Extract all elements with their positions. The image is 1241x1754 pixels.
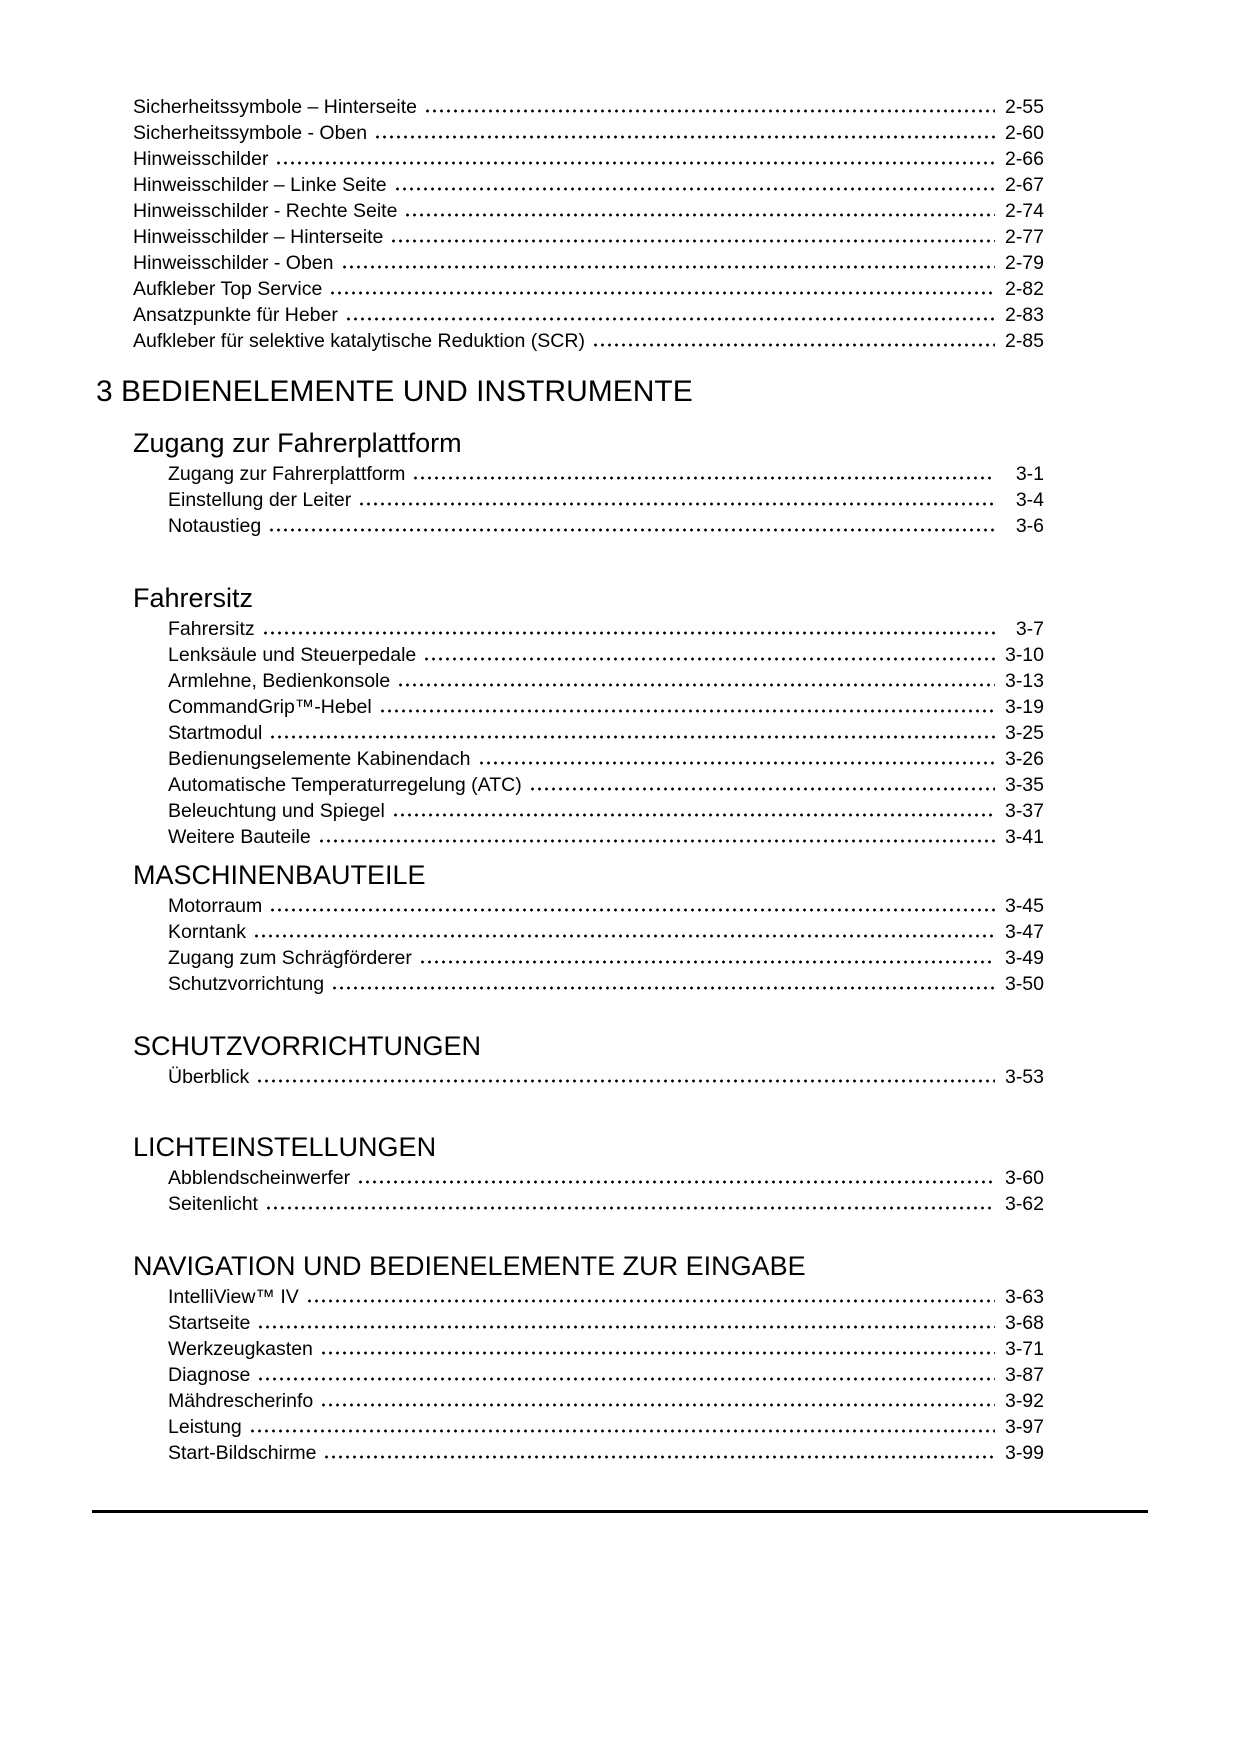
toc-entry-label: Ansatzpunkte für Heber	[133, 304, 338, 326]
toc-entry-label: Hinweisschilder – Linke Seite	[133, 174, 387, 196]
toc-entry[interactable]	[168, 461, 1044, 487]
chapter-sections	[96, 428, 1044, 1466]
toc-entry-label: Aufkleber Top Service	[133, 278, 323, 300]
section-entries	[168, 893, 1044, 997]
toc-entry[interactable]	[168, 1064, 1044, 1090]
section-heading: MASCHINENBAUTEILE	[133, 860, 426, 890]
toc-entry[interactable]	[168, 513, 1044, 539]
toc-entry[interactable]	[168, 1284, 1044, 1310]
section-heading: NAVIGATION UND BEDIENELEMENTE ZUR EINGABE	[133, 1251, 806, 1281]
dot-leader	[339, 250, 996, 276]
toc-entry-page: 2-85	[1004, 330, 1044, 352]
toc-entry[interactable]	[168, 642, 1044, 668]
toc-entry[interactable]	[133, 172, 1044, 198]
dot-leader	[590, 328, 995, 354]
dot-leader	[377, 694, 995, 720]
dot-leader	[266, 513, 995, 539]
dot-leader	[247, 1414, 995, 1440]
toc-entry-label: Seitenlicht	[168, 1193, 258, 1215]
toc-entry-page: 2-82	[1004, 278, 1044, 300]
dot-leader	[273, 146, 995, 172]
section-entries	[168, 1284, 1044, 1466]
section-heading: Fahrersitz	[133, 583, 254, 613]
toc-entry-page: 3-63	[1004, 1286, 1044, 1308]
dot-leader	[372, 120, 995, 146]
toc-entry-label: Sicherheitssymbole – Hinterseite	[133, 96, 417, 118]
toc-entry-label: Hinweisschilder - Rechte Seite	[133, 200, 398, 222]
toc-entry-label: Diagnose	[168, 1364, 251, 1386]
toc-entry[interactable]	[133, 328, 1044, 354]
toc-entry-page: 3-45	[1004, 895, 1044, 917]
toc-entry-label: Abblendscheinwerfer	[168, 1167, 351, 1189]
dot-leader	[343, 302, 995, 328]
toc-entry-label: Schutzvorrichtung	[168, 973, 325, 995]
toc-section	[133, 1031, 1044, 1090]
toc-entry[interactable]	[168, 1165, 1044, 1191]
section-heading: LICHTEINSTELLUNGEN	[133, 1132, 437, 1162]
dot-leader	[251, 919, 995, 945]
toc-entry-page: 3-53	[1004, 1066, 1044, 1088]
dot-leader	[392, 172, 995, 198]
toc-entry-page: 3-62	[1004, 1193, 1044, 1215]
toc-entry-page: 3-35	[1004, 774, 1044, 796]
toc-entry[interactable]	[168, 487, 1044, 513]
toc-entry-label: Lenksäule und Steuerpedale	[168, 644, 417, 666]
toc-entry[interactable]	[168, 798, 1044, 824]
toc-entry[interactable]	[168, 1440, 1044, 1466]
toc-entry-label: Notaustieg	[168, 515, 262, 537]
toc-entry-label: Hinweisschilder	[133, 148, 269, 170]
toc-entry-label: IntelliView™ IV	[168, 1286, 299, 1308]
toc-entry-page: 3-68	[1004, 1312, 1044, 1334]
toc-entry-page: 3-41	[1004, 826, 1044, 848]
toc-entry-page: 2-77	[1004, 226, 1044, 248]
section-entries	[168, 616, 1044, 850]
toc-entry[interactable]	[168, 919, 1044, 945]
toc-entry-page: 2-67	[1004, 174, 1044, 196]
toc-entry-page: 3-87	[1004, 1364, 1044, 1386]
toc-entry-label: Startmodul	[168, 722, 263, 744]
toc-entry[interactable]	[168, 971, 1044, 997]
toc-entry-page: 3-13	[1004, 670, 1044, 692]
dot-leader	[321, 1440, 995, 1466]
dot-leader	[260, 616, 995, 642]
toc-entry-label: Startseite	[168, 1312, 251, 1334]
dot-leader	[316, 824, 995, 850]
toc-entry-label: Bedienungselemente Kabinendach	[168, 748, 471, 770]
toc-entry[interactable]	[168, 668, 1044, 694]
toc-entry-label: Werkzeugkasten	[168, 1338, 313, 1360]
toc-entry[interactable]	[168, 1310, 1044, 1336]
dot-leader	[329, 971, 995, 997]
footer-rule	[92, 1510, 1148, 1513]
dot-leader	[422, 94, 995, 120]
toc-entry[interactable]	[168, 616, 1044, 642]
toc-entry[interactable]	[168, 945, 1044, 971]
toc-entry-page: 3-60	[1004, 1167, 1044, 1189]
toc-entry-page: 3-26	[1004, 748, 1044, 770]
toc-entry-page: 2-66	[1004, 148, 1044, 170]
toc-entry[interactable]	[168, 824, 1044, 850]
toc-entry[interactable]	[168, 1414, 1044, 1440]
toc-entry-label: Überblick	[168, 1066, 250, 1088]
dot-leader	[355, 1165, 995, 1191]
dot-leader	[263, 1191, 995, 1217]
toc-entry-page: 3-6	[1015, 515, 1044, 537]
dot-leader	[254, 1064, 995, 1090]
chapter-heading: 3 BEDIENELEMENTE UND INSTRUMENTE	[96, 375, 693, 408]
toc-entry-label: CommandGrip™-Hebel	[168, 696, 372, 718]
section-entries	[168, 1165, 1044, 1217]
toc-entry-label: Aufkleber für selektive katalytische Reduktion (SCR)	[133, 330, 585, 352]
toc-entry-label: Motorraum	[168, 895, 263, 917]
toc-entry-label: Hinweisschilder – Hinterseite	[133, 226, 384, 248]
toc-entry-page: 3-1	[1015, 463, 1044, 485]
section-entries	[168, 1064, 1044, 1090]
dot-leader	[318, 1388, 995, 1414]
toc-entry[interactable]	[168, 1336, 1044, 1362]
toc-entry-page: 3-4	[1015, 489, 1044, 511]
toc-entry[interactable]	[133, 94, 1044, 120]
toc-entry-page: 3-97	[1004, 1416, 1044, 1438]
dot-leader	[267, 720, 995, 746]
toc-entry[interactable]	[168, 772, 1044, 798]
toc-entry-label: Armlehne, Bedienkonsole	[168, 670, 391, 692]
dot-leader	[327, 276, 995, 302]
toc-entry[interactable]	[133, 250, 1044, 276]
toc-entry-page: 3-71	[1004, 1338, 1044, 1360]
toc-continued-list	[133, 94, 1044, 354]
toc-entry-label: Automatische Temperaturregelung (ATC)	[168, 774, 522, 796]
toc-entry[interactable]	[168, 694, 1044, 720]
toc-section	[133, 583, 1044, 850]
toc-entry-page: 3-47	[1004, 921, 1044, 943]
toc-entry[interactable]	[133, 302, 1044, 328]
dot-leader	[255, 1362, 995, 1388]
dot-leader	[421, 642, 995, 668]
toc-entry[interactable]	[168, 893, 1044, 919]
toc-entry[interactable]	[168, 746, 1044, 772]
dot-leader	[267, 893, 995, 919]
toc-entry-page: 3-49	[1004, 947, 1044, 969]
toc-entry[interactable]	[133, 224, 1044, 250]
dot-leader	[527, 772, 995, 798]
section-heading: Zugang zur Fahrerplattform	[133, 428, 462, 458]
toc-entry[interactable]	[168, 720, 1044, 746]
dot-leader	[356, 487, 995, 513]
section-heading: SCHUTZVORRICHTUNGEN	[133, 1031, 481, 1061]
toc-entry-page: 3-99	[1004, 1442, 1044, 1464]
toc-entry[interactable]	[168, 1388, 1044, 1414]
dot-leader	[395, 668, 995, 694]
toc-entry-page: 3-50	[1004, 973, 1044, 995]
toc-entry-page: 3-10	[1004, 644, 1044, 666]
toc-section	[133, 428, 1044, 539]
toc-entry-page: 2-83	[1004, 304, 1044, 326]
toc-entry-label: Mähdrescherinfo	[168, 1390, 314, 1412]
dot-leader	[410, 461, 995, 487]
toc-entry-page: 2-79	[1004, 252, 1044, 274]
toc-entry[interactable]	[168, 1362, 1044, 1388]
toc-entry-label: Zugang zur Fahrerplattform	[168, 463, 406, 485]
toc-entry-label: Leistung	[168, 1416, 242, 1438]
toc-entry-page: 3-25	[1004, 722, 1044, 744]
toc-entry-page: 3-19	[1004, 696, 1044, 718]
toc-entry[interactable]	[133, 198, 1044, 224]
toc-section	[133, 1132, 1044, 1217]
toc-entry-page: 2-60	[1004, 122, 1044, 144]
toc-entry[interactable]	[133, 146, 1044, 172]
toc-entry[interactable]	[168, 1191, 1044, 1217]
toc-section	[133, 1251, 1044, 1466]
dot-leader	[388, 224, 995, 250]
dot-leader	[476, 746, 996, 772]
toc-entry-label: Korntank	[168, 921, 247, 943]
toc-entry[interactable]	[133, 120, 1044, 146]
dot-leader	[402, 198, 995, 224]
toc-entry[interactable]	[133, 276, 1044, 302]
toc-entry-label: Beleuchtung und Spiegel	[168, 800, 385, 822]
toc-entry-label: Sicherheitssymbole - Oben	[133, 122, 368, 144]
toc-entry-label: Einstellung der Leiter	[168, 489, 352, 511]
dot-leader	[304, 1284, 995, 1310]
toc-entry-label: Fahrersitz	[168, 618, 255, 640]
toc-entry-page: 2-55	[1004, 96, 1044, 118]
toc-entry-label: Start-Bildschirme	[168, 1442, 317, 1464]
toc-entry-page: 2-74	[1004, 200, 1044, 222]
dot-leader	[318, 1336, 995, 1362]
section-entries	[168, 461, 1044, 539]
dot-leader	[417, 945, 995, 971]
toc-entry-page: 3-92	[1004, 1390, 1044, 1412]
dot-leader	[390, 798, 995, 824]
toc-entry-page: 3-37	[1004, 800, 1044, 822]
toc-entry-label: Zugang zum Schrägförderer	[168, 947, 412, 969]
toc-entry-label: Weitere Bauteile	[168, 826, 311, 848]
toc-entry-page: 3-7	[1015, 618, 1044, 640]
toc-entry-label: Hinweisschilder - Oben	[133, 252, 334, 274]
toc-section	[133, 860, 1044, 997]
dot-leader	[255, 1310, 995, 1336]
toc-content	[96, 94, 1044, 1466]
